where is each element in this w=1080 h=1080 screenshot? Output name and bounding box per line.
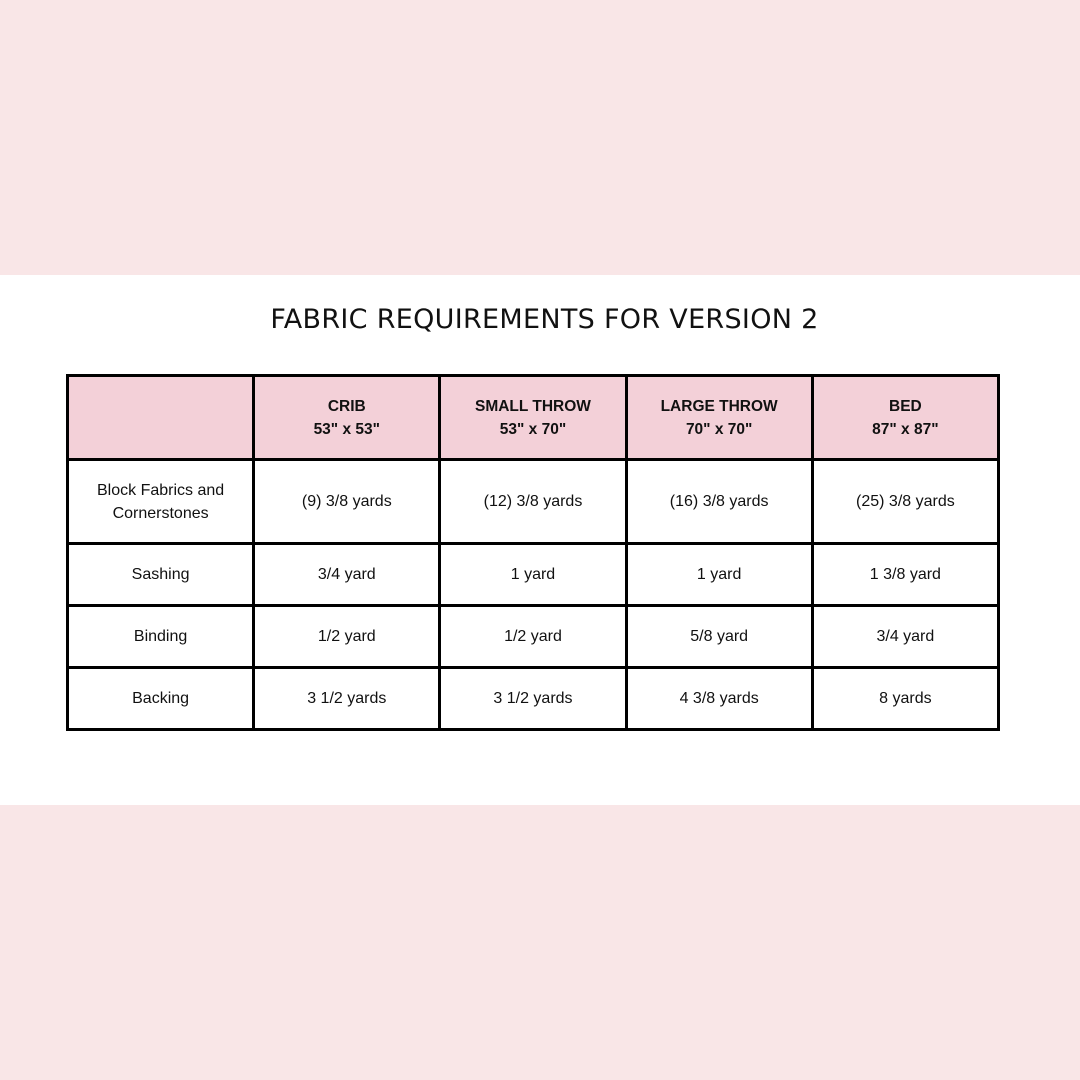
table-cell: 1 3/8 yard: [812, 544, 998, 606]
table-cell: 3/4 yard: [254, 544, 440, 606]
header-label: BED: [889, 397, 922, 415]
table-cell: 3 1/2 yards: [254, 668, 440, 730]
header-corner-cell: [68, 376, 254, 460]
table-cell: 3 1/2 yards: [440, 668, 626, 730]
header-label: LARGE THROW: [660, 397, 778, 415]
header-cell-crib: [254, 376, 440, 460]
header-size: 53" x 53": [313, 420, 380, 438]
table-row-backing: [68, 668, 999, 730]
row-label-cell: [68, 460, 254, 544]
table-cell: (9) 3/8 yards: [254, 460, 440, 544]
row-label-cell: Backing: [68, 668, 254, 730]
table-cell: (25) 3/8 yards: [812, 460, 998, 544]
table-cell: 3/4 yard: [812, 606, 998, 668]
table-cell: 8 yards: [812, 668, 998, 730]
row-label-line: Block Fabrics and: [97, 481, 225, 499]
header-cell-bed: [812, 376, 998, 460]
table-row-binding: [68, 606, 999, 668]
table-cell: 5/8 yard: [626, 606, 812, 668]
header-label: CRIB: [327, 397, 366, 415]
table-cell: 1/2 yard: [254, 606, 440, 668]
table-cell: 4 3/8 yards: [626, 668, 812, 730]
table-cell: 1 yard: [440, 544, 626, 606]
fabric-requirements-table: [66, 374, 1000, 731]
table-cell: 1 yard: [626, 544, 812, 606]
table-row-sashing: [68, 544, 999, 606]
header-cell-small-throw: [440, 376, 626, 460]
header-cell-large-throw: [626, 376, 812, 460]
header-label: SMALL THROW: [474, 397, 591, 415]
table-cell: (16) 3/8 yards: [626, 460, 812, 544]
header-size: 87" x 87": [872, 420, 939, 438]
table-row-block-fabrics: [68, 460, 999, 544]
row-label-line: Cornerstones: [112, 504, 209, 522]
table-cell: (12) 3/8 yards: [440, 460, 626, 544]
header-size: 70" x 70": [685, 420, 753, 438]
table-cell: 1/2 yard: [440, 606, 626, 668]
page-title: FABRIC REQUIREMENTS FOR VERSION 2: [270, 304, 819, 335]
header-size: 53" x 70": [499, 420, 567, 438]
row-label-cell: Sashing: [68, 544, 254, 606]
table-header-row: [68, 376, 999, 460]
row-label-cell: Binding: [68, 606, 254, 668]
